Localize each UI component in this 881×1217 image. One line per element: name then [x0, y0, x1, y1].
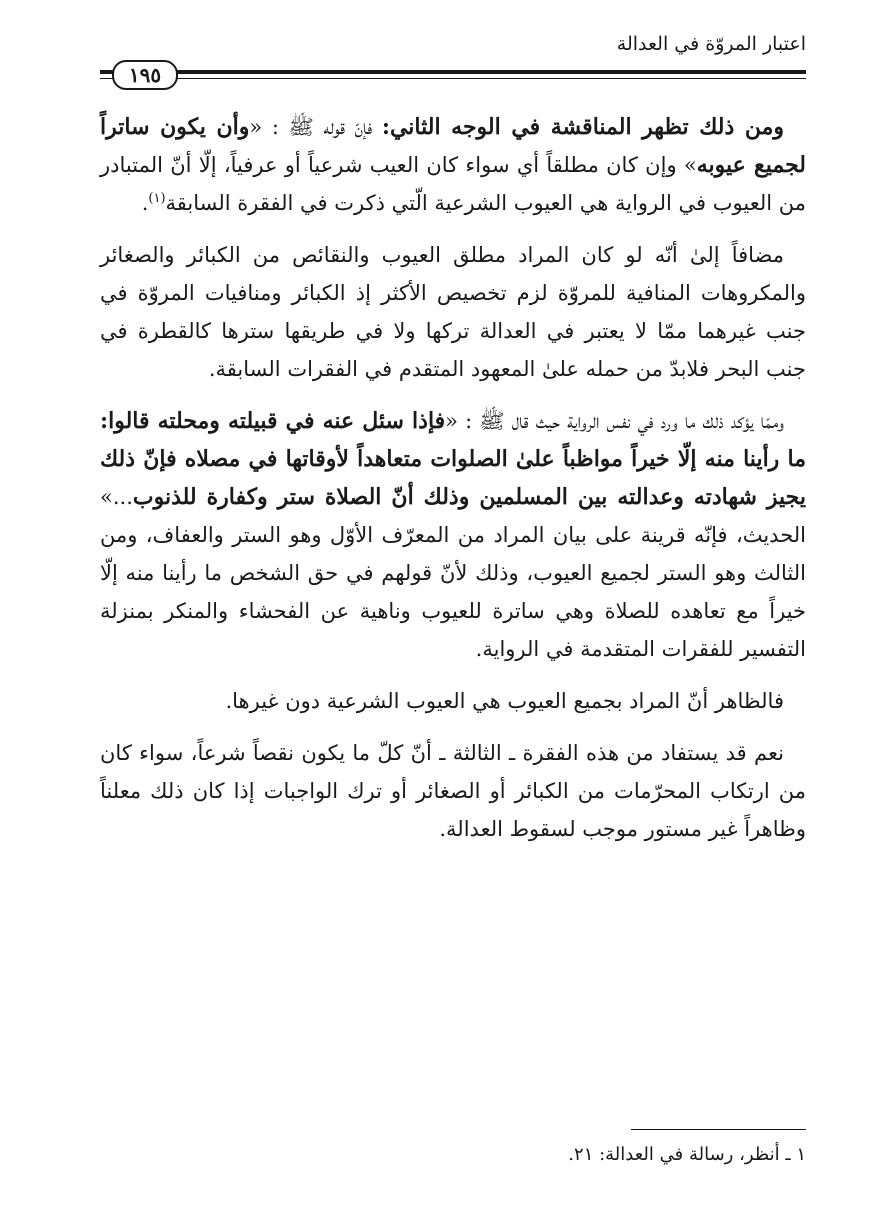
paragraph-1-lead: ومن ذلك تظهر المناقشة في الوجه الثاني:	[381, 114, 784, 140]
paragraph-4: فالظاهر أنّ المراد بجميع العيوب هي العيوب الشرعية دون غيرها.	[225, 689, 784, 713]
body-text	[100, 108, 806, 862]
paragraph-3-text-a: وممّا يؤكد ذلك ما ورد في نفس الرواية حيث قال ﷺ : «	[445, 409, 785, 433]
paragraph-1-quote: وأن يكون ساتراً لجميع عيوبه	[100, 114, 806, 178]
footnote-rule	[631, 1129, 806, 1130]
paragraph-3-text-b: ...» الحديث، فإنّه قرينة على بيان المراد من المعرّف الأوّل وهو الستر والعفاف، ومن الثالث وهو الستر لجميع العيوب، وذلك لأنّ قولهم في حق الشخص ما رأينا منه إلّا خيراً مع تعاهده للصلاة وهي ساترة للعيوب وناهية عن الفحشاء والمنكر بمنزلة التفسير للفقرات المتقدمة في الرواية.	[100, 485, 806, 661]
paragraph-3	[100, 402, 806, 668]
paragraph-3-quote: فإذا سئل عنه في قبيلته ومحلته قالوا: ما رأينا منه إلّا خيراً مواظباً علىٰ الصلوات متعاهداً لأوقاتها في مصلاه فإنّ ذلك يجيز شهادته وعدالته بين المسلمين وذلك أنّ الصلاة ستر وكفارة للذنوب	[100, 408, 806, 510]
paragraph-1	[100, 108, 806, 222]
paragraph-1-end: .	[141, 191, 149, 215]
paragraph-1-text-b: » وإن كان مطلقاً أي سواء كان العيب شرعياً أو عرفياً، إلّا أنّ المتبادر من العيوب في الرواية هي العيوب الشرعية الّتي ذكرت في الفقرة السابقة	[100, 153, 806, 215]
paragraph-5: نعم قد يستفاد من هذه الفقرة ـ الثالثة ـ أنّ كلّ ما يكون نقصاً شرعاً، سواء كان من ارتكاب المحرّمات من الكبائر أو الصغائر أو ترك الواجبات إذا كان ذلك معلناً وظاهراً غير مستور موجب لسقوط العدالة.	[100, 741, 806, 841]
paragraph-2: مضافاً إلىٰ أنّه لو كان المراد مطلق العيوب والنقائص من الكبائر والصغائر والمكروهات المنافية للمروّة لزم تخصيص الأكثر إذ الكبائر ومنافيات المروّة في جنب غيرهما ممّا لا يعتبر في العدالة تركها ولا في طريقها سترها كالقطرة في جنب البحر فلابدّ من حمله علىٰ المعهود المتقدم في الفقرات السابقة.	[100, 243, 806, 381]
header-rule-thin	[100, 78, 806, 79]
paragraph-1-text-a: فإنّ قوله ﷺ : «	[249, 115, 382, 139]
header-rule-thick	[100, 70, 806, 74]
footnote-reference: (١)	[148, 191, 166, 206]
running-title: اعتبار المروّة في العدالة	[616, 33, 806, 55]
book-page	[100, 30, 806, 1190]
page-number: ١٩٥	[112, 60, 178, 90]
footnote: ١ ـ أنظر، رسالة في العدالة: ٢١.	[568, 1144, 806, 1165]
